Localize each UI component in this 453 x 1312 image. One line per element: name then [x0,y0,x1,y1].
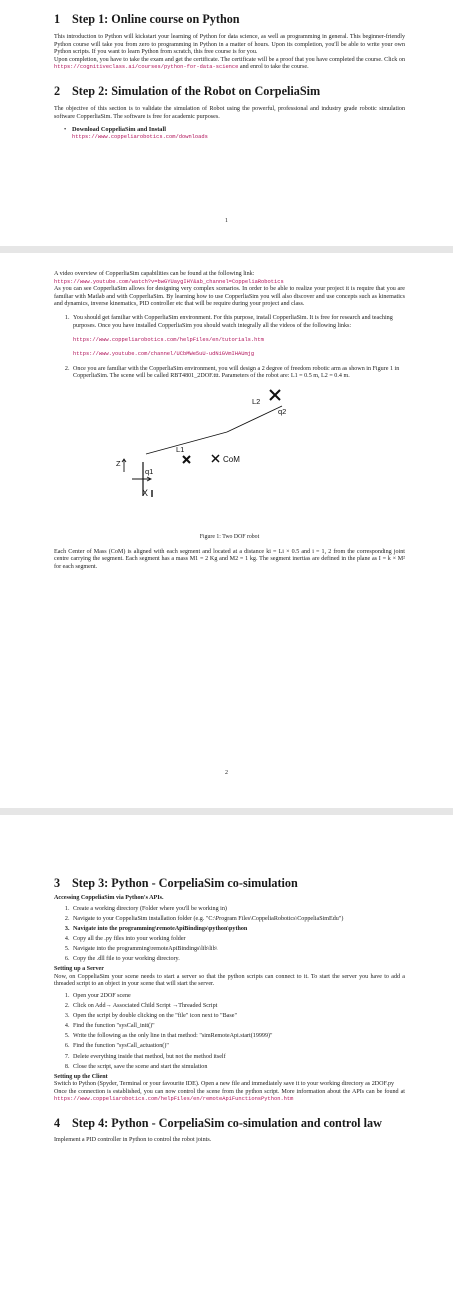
section-3-heading [54,876,405,891]
section-number: 3 [54,876,61,890]
text-fragment: Once the connection is established, you can now control the scene from the python script. More information about the APIs can be found at [54,1088,405,1095]
bullet-dot: • [64,126,67,134]
section-2-paragraph-1: The objective of this section is to validate the simulation of Robot using the powerful, professional and industry grade robotic simulation software CopperliaSim. The software is free for academic purposes. [54,105,405,120]
figure-caption: Figure 1: Two DOF robot [199,533,260,540]
text-fragment: A video overview of CopperliaSim capabilities can be found at the following link: [54,271,255,277]
fig-label-q2: q2 [278,406,287,416]
section-number: 2 [54,83,61,98]
server-paragraph: Now, on CoppeliaSim your scene needs to start a server so that the python scripts can connect to it. To start the server you have to add a threaded script to an object in your scene that will start the server. [54,973,405,988]
youtube-link[interactable]: https://www.youtube.com/watch?v=bwGYUaygIHY&ab_channel=CoppeliaRobotics [54,278,284,285]
section-number: 1 [54,12,61,26]
list-item: 3. Open the script by double clicking on the "file" icon next to "Base" [71,1013,405,1021]
text-fragment: As you can see CopperliaSim allows for designing very complex scenarios. In order to be able to realize your project it is require that you are familiar with Matlab and with CopperliaSim. By learning how to use CopperliaSim you will also discover and use concepts such as kinematics and dynamics, inverse kinematics, PID controller etc that will be require during your project and class. [54,286,405,308]
two-dof-robot-figure [54,384,405,534]
list-item: 7. Delete everything inside that method, but not the method itself [71,1054,405,1062]
list-item: 5. Navigate into the programming\remoteApiBindings\lib\lib\ [71,946,405,954]
channel-link[interactable]: https://www.youtube.com/channel/UCbMWe5uU-udNiGVmIHAUmjg [73,350,255,357]
list-item: 6. Copy the .dll file to your working directory. [71,956,405,964]
list-item: 8. Close the script, save the scene and start the simulation [71,1064,405,1072]
section-4-paragraph: Implement a PID controller in Python to control the robot joints. [54,1137,212,1144]
list-item: 2. Click on Add→ Associated Child Script →Threaded Script [71,1003,405,1011]
list-item [71,315,405,363]
section-title: Step 4: Python - CorpeliaSim co-simulation and control law [72,1116,382,1131]
document-page-3 [0,815,453,1312]
list-item: 5. Write the following as the only line in that method: "simRemoteApi.start(19999)" [71,1033,405,1041]
com-paragraph: Each Center of Mass (CoM) is aligned with each segment and located at a distance ki = Li × 0.5 and i = 1, 2 from the corresponding joint centre carrying the segment. Each segment has a mass M1 = 2 Kg and M2 = 1 kg. The segment inertias are defined in the plane as I = k × M² for each segment. [54,548,405,570]
link-2 [227,406,282,432]
section-1-heading [54,12,405,27]
download-bullet [54,126,405,141]
list-item-text: Once you are familiar with the CopperliaSim environment, you will design a 2 degree of freedom robotic arm as shown in Figure 1 in CopperliaSim. The scene will be called RBT4801_2DOF.ttt. Parameters of the robot are: L1 = 0.5 m, L2 = 0.4 m. [73,365,400,380]
section-1-paragraph-2 [54,57,405,72]
course-link[interactable]: https://cognitiveclass.ai/courses/python-for-data-science [54,64,239,71]
section-2-heading [54,84,405,99]
fig-label-x: X [142,487,149,498]
api-setup-list [54,906,405,964]
section-1-paragraph-1: This introduction to Python will kickstart your learning of Python for data science, as well as programming in general. This beginner-friendly Python course will take you from zero to programming in Python in a matter of hours. Upon its completion, you'll be able to write your own Python scripts. If you want to learn Python from scratch, this free course is for you. [54,34,405,56]
section-4-heading [54,1116,405,1131]
tutorials-link[interactable]: https://www.coppeliarobotics.com/helpFiles/en/tutorials.htm [73,337,264,344]
instruction-list [54,315,405,381]
api-docs-link[interactable]: https://www.coppeliarobotics.com/helpFiles/en/remoteApiFunctionsPython.htm [54,1096,294,1103]
link-1 [146,432,227,454]
list-item: 3. Navigate into the programming\remoteApiBindings\python\python [71,926,405,934]
list-item: 1. Create a working directory (Folder where you'll be working in) [71,906,405,914]
fig-label-com: CoM [223,454,240,464]
subheading-client: Setting up the Client [54,1073,108,1080]
text-fragment: Upon completion, you have to take the exam and get the certificate. The certificate will be a proof that you have completed the course. Click on [54,56,405,63]
text-fragment: and enrol to take the course. [239,64,309,71]
download-link[interactable]: https://www.coppeliarobotics.com/downloads [72,133,208,140]
bullet-label: Download CoppeliaSim and Install [72,126,166,134]
client-paragraph [54,1081,405,1104]
overview-paragraph [54,271,405,309]
document-page-1 [0,0,453,246]
page-number: 2 [225,770,228,776]
fig-label-q1: q1 [145,466,154,476]
list-item: 1. Open your 2DOF scene [71,993,405,1001]
subheading-api-access: Accessing CoppeliaSim via Python's APIs. [54,895,164,901]
document-page-2 [0,253,453,808]
list-item: 6. Find the function "sysCall_actuation()" [71,1043,405,1051]
subheading-server: Setting up a Server [54,966,104,973]
list-item [71,366,405,381]
list-item-text: You should get familiar with CopperliaSim environment. For this purpose, install CopperliaSim. It is free for research and teaching purposes. Once you have installed CopperliaSim you should watch integrally all the videos of the following links: [73,314,393,329]
list-item: 4. Copy all the .py files into your working folder [71,936,405,944]
text-fragment: Switch to Python (Spyder, Terminal or your favourite IDE). Open a new file and immediately save it to your working directory as 2DOF.py [54,1081,395,1088]
section-number: 4 [54,1116,61,1131]
fig-label-l1: L1 [176,444,185,454]
list-item: 4. Find the function "sysCall_init()" [71,1023,405,1031]
section-title: Step 1: Online course on Python [72,12,240,26]
fig-label-z: Z [116,458,121,468]
fig-label-l2: L2 [252,396,261,406]
section-title: Step 3: Python - CorpeliaSim co-simulation [72,876,298,890]
list-item: 2. Navigate to your CoppeliaSim installation folder (e.g. "C:\Program Files\CoppeliaRobotics\CoppeliaSimEdu") [71,916,405,924]
section-title: Step 2: Simulation of the Robot on CorpeliaSim [72,83,321,98]
page-number: 1 [225,218,228,224]
server-setup-list [54,993,405,1071]
